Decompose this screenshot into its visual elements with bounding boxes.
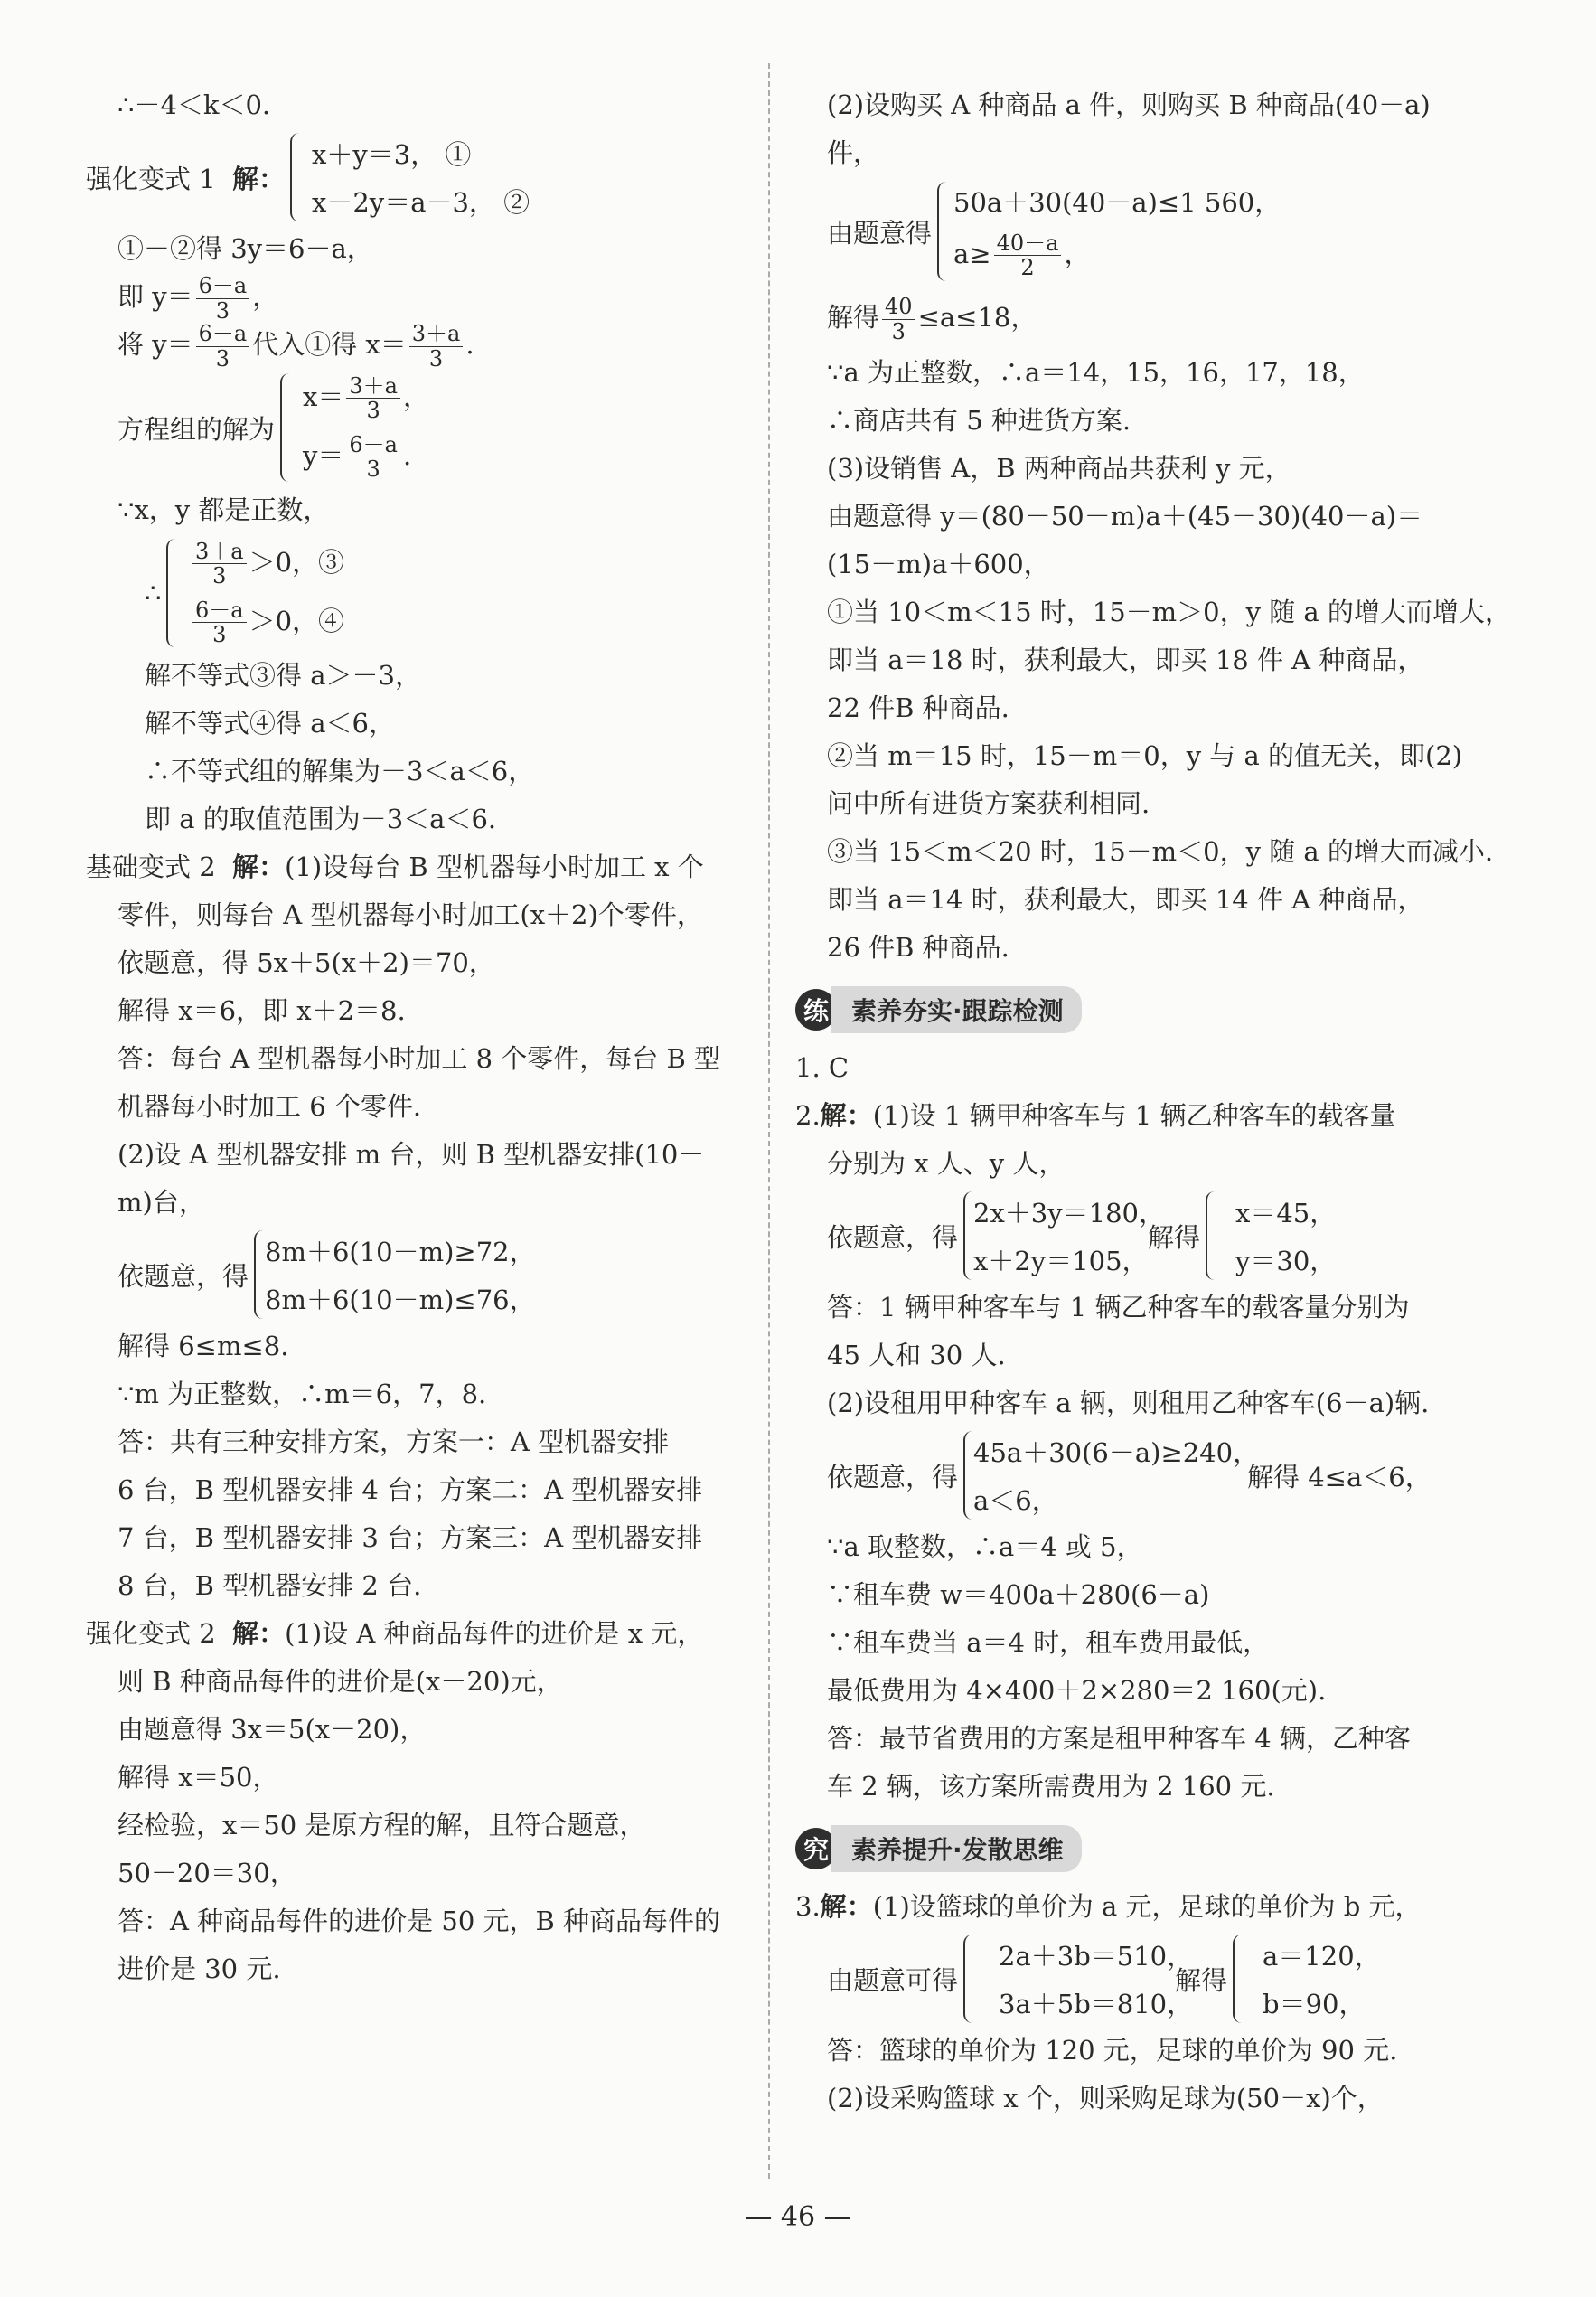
text-line: 问中所有进货方案获利相同. (827, 788, 1150, 819)
text-line: (2)设 A 型机器安排 m 台，则 B 型机器安排(10－ (117, 1139, 705, 1170)
left-column (86, 81, 755, 1993)
text-line: 答：最节省费用的方案是租甲种客车 4 辆，乙种客 (827, 1723, 1411, 1754)
text-line: ∵租车费当 a＝4 时，租车费用最低， (827, 1627, 1270, 1658)
section-header (795, 1820, 1455, 1878)
variant-label: 基础变式 2 (86, 852, 216, 882)
left-brace-icon (1233, 1935, 1244, 2023)
text-line: 由题意得 y＝(80－50－m)a＋(45－30)(40－a)＝ (827, 501, 1423, 532)
text-line: 即 y＝ $\frac{6-a}{3}$ ， (117, 273, 279, 324)
variant-label: 强化变式 2 (86, 1618, 216, 1649)
fraction: $\frac{6-a}{3}$ (346, 433, 400, 482)
variant-label: 强化变式 1 (86, 163, 216, 194)
right-column (795, 81, 1511, 2123)
left-brace-icon (963, 1935, 974, 2023)
text-line: 即 a 的取值范围为－3＜a＜6. (145, 804, 497, 834)
text-line: 解得 6≤m≤8. (117, 1331, 289, 1361)
left-brace-icon (937, 182, 948, 281)
text-line: ∵x，y 都是正数， (117, 494, 330, 525)
text-line: (15－m)a＋600， (827, 549, 1050, 579)
text-line: 强化变式 2 解：(1)设 A 种商品每件的进价是 x 元， (86, 1618, 704, 1649)
section-title: 素养提升·发散思维 (831, 1825, 1082, 1872)
inequality-system: 依题意，得 8m＋6(10－m)≥72， 8m＋6(10－m)≤76， (86, 1227, 755, 1323)
equation-system: 方程组的解为 x＝ $\frac{3+a}{3}$ ， y＝ $\frac{6-a}{3}$ . (117, 372, 429, 482)
text-line: ∴不等式组的解集为－3＜a＜6， (145, 756, 535, 786)
text-line: 22 件B 种商品. (827, 692, 1009, 723)
text-line: 答：1 辆甲种客车与 1 辆乙种客车的载客量分别为 (827, 1292, 1410, 1323)
text-line: (2)设采购篮球 x 个，则采购足球为(50－x)个， (827, 2083, 1384, 2113)
column-divider (768, 63, 770, 2179)
text-line: 答：A 种商品每件的进价是 50 元，B 种商品每件的 (117, 1906, 721, 1936)
text-line: ∵m 为正整数，∴m＝6，7，8. (117, 1379, 487, 1409)
text-line: 26 件B 种商品. (827, 932, 1009, 963)
text-line: 解得 x＝6，即 x＋2＝8. (117, 995, 406, 1026)
fraction: $\frac{3+a}{3}$ (346, 374, 400, 423)
text-line: m)台， (117, 1187, 205, 1218)
text-line: 8 台，B 型机器安排 2 台. (117, 1570, 422, 1601)
text-line: 1. C (795, 1052, 850, 1083)
text-line: 零件，则每台 A 型机器每小时加工(x＋2)个零件， (117, 899, 703, 930)
inequality-system: 依题意，得 45a＋30(6－a)≥240， a＜6， 解得 4≤a＜6， (795, 1427, 1455, 1523)
text-line: 答：篮球的单价为 120 元，足球的单价为 90 元. (827, 2035, 1398, 2066)
text-line: 进价是 30 元. (117, 1953, 281, 1984)
left-brace-icon (254, 1230, 265, 1319)
equation: x－2y＝a－3， ② (312, 187, 530, 218)
text-line: 2.解：(1)设 1 辆甲种客车与 1 辆乙种客车的载客量 (795, 1100, 1396, 1131)
text-line: 经检验，x＝50 是原方程的解，且符合题意， (117, 1810, 646, 1840)
text-line: (2)设租用甲种客车 a 辆，则租用乙种客车(6－a)辆. (827, 1388, 1430, 1418)
fraction: $\frac{3+a}{3}$ (409, 322, 464, 371)
text-line: ∴－4＜k＜0. (117, 89, 271, 120)
text-line: 即当 a＝18 时，获利最大，即买 18 件 A 种商品， (827, 645, 1424, 675)
section-title: 素养夯实·跟踪检测 (831, 986, 1082, 1033)
text-line: 解不等式③得 a＞－3， (145, 660, 421, 691)
left-brace-icon (280, 373, 291, 482)
text-line: 将 y＝ $\frac{6-a}{3}$ 代入①得 x＝ $\frac{3+a}{3}$ . (117, 321, 474, 372)
inequality-system: 由题意得 50a＋30(40－a)≤1 560， a≥ $\frac{40-a}{2}$ ， (795, 177, 1455, 286)
text-line: ∵a 取整数，∴a＝4 或 5， (827, 1531, 1143, 1562)
fraction: $\frac{3+a}{3}$ (192, 540, 247, 588)
text-line: 最低费用为 4×400＋2×280＝2 160(元). (827, 1675, 1327, 1706)
text-line: ①当 10＜m＜15 时，15－m＞0，y 随 a 的增大而增大， (827, 597, 1511, 627)
fraction: $\frac{40}{3}$ (882, 295, 915, 344)
text-line: ∵租车费 w＝400a＋280(6－a) (827, 1579, 1210, 1610)
fraction: $\frac{40-a}{2}$ (994, 231, 1062, 280)
text-line: 50－20＝30， (117, 1858, 296, 1888)
explore-badge-icon: 究 (795, 1828, 837, 1869)
text-line: ③当 15＜m＜20 时，15－m＜0，y 随 a 的增大而减小. (827, 836, 1494, 867)
solution-label: 解： (232, 163, 286, 194)
text-line: 分别为 x 人、y 人， (827, 1148, 1066, 1179)
text-line: 则 B 种商品每件的进价是(x－20)元， (117, 1666, 563, 1697)
left-brace-icon (290, 133, 301, 221)
text-line: (3)设销售 A，B 两种商品共获利 y 元， (827, 453, 1291, 484)
text-line: 6 台，B 型机器安排 4 台；方案二：A 型机器安排 (117, 1474, 703, 1505)
left-brace-icon (166, 539, 177, 647)
practice-badge-icon: 练 (795, 989, 837, 1031)
text-line: 解得 x＝50， (117, 1762, 279, 1793)
page-number: — 46 — (745, 2201, 851, 2233)
fraction: $\frac{6-a}{3}$ (196, 274, 250, 323)
text-line: 车 2 辆，该方案所需费用为 2 160 元. (827, 1771, 1275, 1802)
section-header (795, 981, 1455, 1039)
left-brace-icon (1206, 1191, 1216, 1280)
text-line: ∵a 为正整数，∴a＝14，15，16，17，18， (827, 357, 1365, 388)
equation-system (86, 129, 755, 225)
text-line: 答：共有三种安排方案，方案一：A 型机器安排 (117, 1426, 670, 1457)
text-line: ①－②得 3y＝6－a， (117, 233, 373, 264)
text-line: 7 台，B 型机器安排 3 台；方案三：A 型机器安排 (117, 1522, 703, 1553)
text-line: 45 人和 30 人. (827, 1340, 1006, 1370)
text-line: 机器每小时加工 6 个零件. (117, 1091, 422, 1122)
text-line: 解不等式④得 a＜6， (145, 708, 395, 739)
inequality-system: ∴ $\frac{3+a}{3}$ ＞0，③ $\frac{6-a}{3}$ ＞0，④ (145, 538, 345, 647)
text-line: ∴商店共有 5 种进货方案. (827, 405, 1131, 436)
text-line: 由题意得 3x＝5(x－20)， (117, 1714, 427, 1745)
text-line: 基础变式 2 解：(1)设每台 B 型机器每小时加工 x 个 (86, 852, 704, 882)
text-line: 依题意，得 5x＋5(x＋2)＝70， (117, 947, 495, 978)
equation: x＋y＝3， ① (312, 139, 472, 170)
text-line: 件， (827, 137, 880, 168)
fraction: $\frac{6-a}{3}$ (192, 598, 247, 647)
fraction: $\frac{6-a}{3}$ (196, 322, 250, 371)
text-line: ②当 m＝15 时，15－m＝0，y 与 a 的值无关，即(2) (827, 740, 1463, 771)
text-line: 3.解：(1)设篮球的单价为 a 元，足球的单价为 b 元， (795, 1891, 1422, 1922)
equation-system: 由题意可得 2a＋3b＝510， 3a＋5b＝810， 解得 a＝120， b＝90， (795, 1931, 1455, 2027)
text-line: 答：每台 A 型机器每小时加工 8 个零件，每台 B 型 (117, 1043, 721, 1074)
text-line: 解得 $\frac{40}{3}$ ≤a≤18， (827, 294, 1037, 344)
equation-system: 依题意，得 2x＋3y＝180， x＋2y＝105， 解得 x＝45， y＝30， (795, 1188, 1455, 1284)
text-line: (2)设购买 A 种商品 a 件，则购买 B 种商品(40－a) (827, 89, 1431, 120)
text-line: 即当 a＝14 时，获利最大，即买 14 件 A 种商品， (827, 884, 1424, 915)
